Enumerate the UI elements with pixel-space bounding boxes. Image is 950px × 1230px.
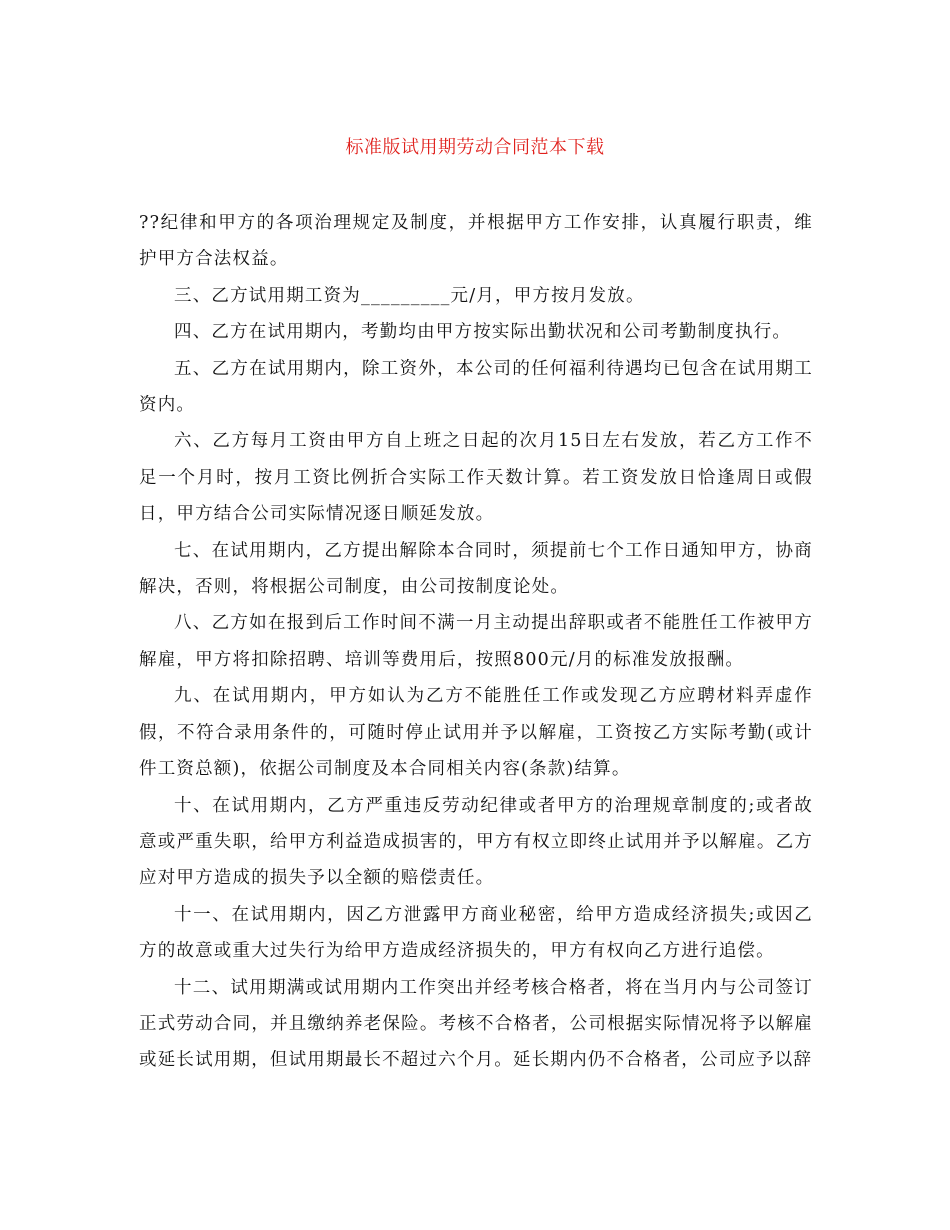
paragraph-clause-10: 十、在试用期内，乙方严重违反劳动纪律或者甲方的治理规章制度的;或者故意或严重失职，给甲方利益造成损害的，甲方有权立即终止试用并予以解雇。乙方应对甲方造成的损失予以全额的赔偿责任。 bbox=[139, 795, 813, 889]
paragraph-clause-3: 三、乙方试用期工资为_________元/月，甲方按月发放。 bbox=[174, 285, 645, 306]
paragraph-clause-12: 十二、试用期满或试用期内工作突出并经考核合格者，将在当月内与公司签订正式劳动合同，并且缴纳养老保险。考核不合格者，公司根据实际情况将予以解雇或延长试用期，但试用期最长不超过六个月。延长期内仍不合格者，公司应予以辞 bbox=[139, 977, 813, 1071]
paragraph-clause-11: 十一、在试用期内，因乙方泄露甲方商业秘密，给甲方造成经济损失;或因乙方的故意或重大过失行为给甲方造成经济损失的，甲方有权向乙方进行追偿。 bbox=[139, 904, 813, 962]
paragraph-clause-7: 七、在试用期内，乙方提出解除本合同时，须提前七个工作日通知甲方，协商解决，否则，将根据公司制度，由公司按制度论处。 bbox=[139, 540, 813, 598]
paragraph-clause-6: 六、乙方每月工资由甲方自上班之日起的次月15日左右发放，若乙方工作不足一个月时，按月工资比例折合实际工作天数计算。若工资发放日恰逢周日或假日，甲方结合公司实际情况逐日顺延发放。 bbox=[139, 431, 813, 525]
paragraph-clause-4: 四、乙方在试用期内，考勤均由甲方按实际出勤状况和公司考勤制度执行。 bbox=[174, 322, 792, 343]
document-body bbox=[139, 205, 813, 1079]
paragraph-continuation: ??纪律和甲方的各项治理规定及制度，并根据甲方工作安排，认真履行职责，维护甲方合法权益。 bbox=[139, 213, 813, 270]
document-title: 标准版试用期劳动合同范本下载 bbox=[345, 137, 605, 158]
paragraph-clause-5: 五、乙方在试用期内，除工资外，本公司的任何福利待遇均已包含在试用期工资内。 bbox=[139, 358, 813, 416]
paragraph-clause-8: 八、乙方如在报到后工作时间不满一月主动提出辞职或者不能胜任工作被甲方解雇，甲方将扣除招聘、培训等费用后，按照800元/月的标准发放报酬。 bbox=[139, 613, 813, 670]
paragraph-clause-9: 九、在试用期内，甲方如认为乙方不能胜任工作或发现乙方应聘材料弄虚作假，不符合录用条件的，可随时停止试用并予以解雇，工资按乙方实际考勤(或计件工资总额)，依据公司制度及本合同相关内容(条款)结算。 bbox=[139, 686, 813, 780]
